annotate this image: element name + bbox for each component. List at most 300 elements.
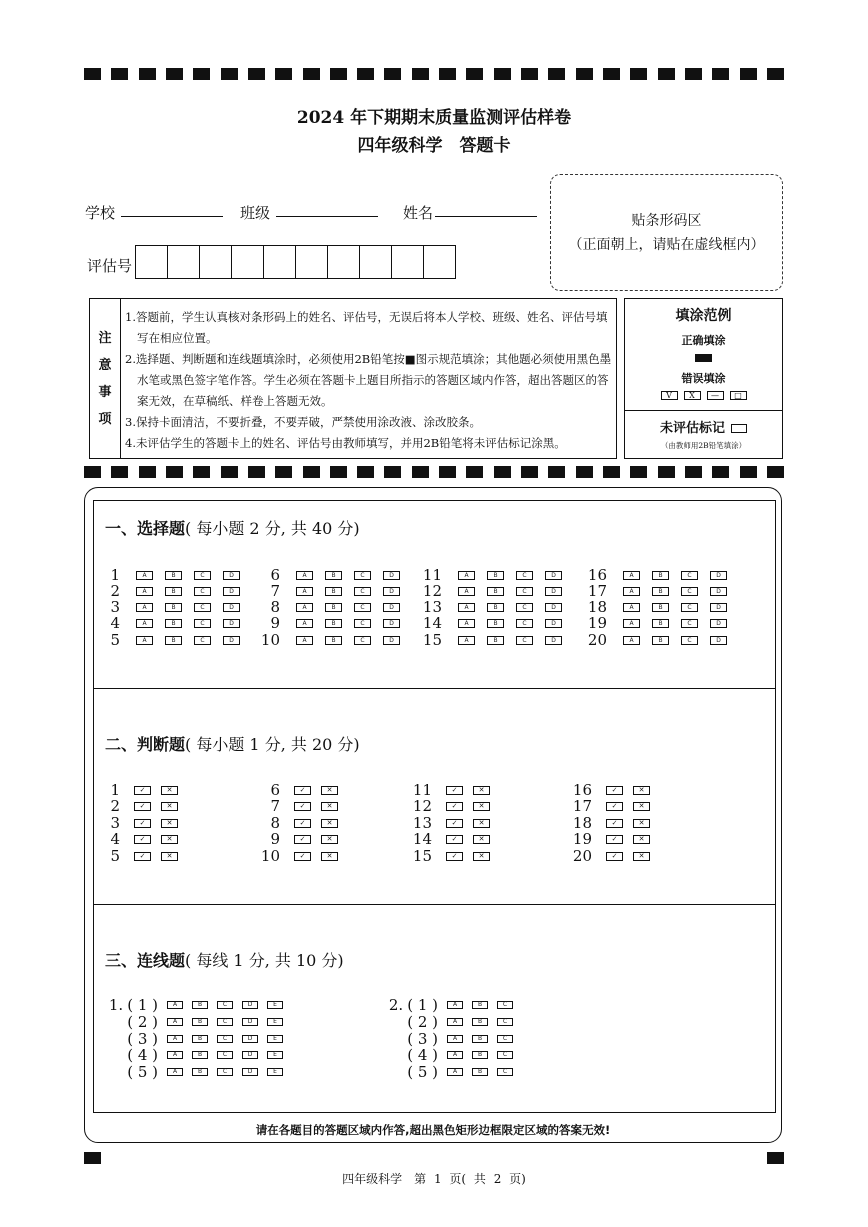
option-bubble-b[interactable]: B (325, 619, 342, 628)
match-question-row (378, 1064, 513, 1080)
wrong-fill-sample: V (661, 391, 678, 400)
match-bubble-b[interactable]: B (472, 1001, 488, 1009)
match-bubble-c[interactable]: C (217, 1051, 233, 1059)
option-bubble-c[interactable]: C (354, 587, 371, 596)
timing-mark (248, 466, 265, 478)
timing-mark (303, 68, 320, 80)
option-bubble-a[interactable]: A (136, 636, 153, 645)
question-number: 2 (110, 797, 120, 815)
option-bubble-c[interactable]: C (194, 587, 211, 596)
false-bubble[interactable]: ✕ (473, 835, 490, 844)
question-number: 14 (422, 614, 442, 632)
match-bubble-a[interactable]: A (447, 1001, 463, 1009)
match-bubble-b[interactable]: B (472, 1051, 488, 1059)
option-bubble-c[interactable]: C (354, 603, 371, 612)
match-row-label: ( 5 ) (407, 1063, 438, 1081)
question-number: 18 (572, 814, 592, 832)
false-bubble[interactable]: ✕ (633, 819, 650, 828)
match-bubble-a[interactable]: A (447, 1068, 463, 1076)
notice-side-label (90, 299, 121, 458)
timing-mark (193, 466, 210, 478)
option-bubble-a[interactable]: A (136, 587, 153, 596)
timing-mark (576, 68, 593, 80)
timing-mark (603, 466, 620, 478)
option-bubble-d[interactable]: D (710, 587, 727, 596)
true-bubble[interactable]: ✓ (446, 852, 463, 861)
match-row-label: ( 2 ) (127, 1013, 158, 1031)
false-bubble[interactable]: ✕ (633, 852, 650, 861)
match-bubble-b[interactable]: B (192, 1018, 208, 1026)
timing-mark (466, 466, 483, 478)
choice-question-row (258, 599, 400, 615)
match-bubble-b[interactable]: B (192, 1068, 208, 1076)
timing-mark (412, 466, 429, 478)
match-bubble-d[interactable]: D (242, 1001, 258, 1009)
timing-mark (357, 466, 374, 478)
option-bubble-c[interactable]: C (354, 619, 371, 628)
option-bubble-b[interactable]: B (325, 603, 342, 612)
match-bubble-b[interactable]: B (472, 1035, 488, 1043)
true-bubble[interactable]: ✓ (606, 786, 623, 795)
true-bubble[interactable]: ✓ (134, 852, 151, 861)
barcode-area (550, 174, 783, 291)
fill-example-title: 填涂范例 (675, 308, 732, 324)
match-bubble-a[interactable]: A (447, 1051, 463, 1059)
match-bubble-e[interactable]: E (267, 1051, 283, 1059)
true-bubble[interactable]: ✓ (606, 819, 623, 828)
true-bubble[interactable]: ✓ (294, 802, 311, 811)
option-bubble-b[interactable]: B (487, 619, 504, 628)
option-bubble-a[interactable]: A (136, 619, 153, 628)
false-bubble[interactable]: ✕ (321, 786, 338, 795)
timing-mark (275, 68, 292, 80)
question-number: 11 (412, 781, 432, 799)
eval-id-box[interactable] (199, 245, 232, 279)
school-field[interactable] (121, 216, 223, 217)
option-bubble-d[interactable]: D (223, 619, 240, 628)
false-bubble[interactable]: ✕ (161, 852, 178, 861)
match-section-title: 三、连线题( 每线 1 分, 共 10 分) (105, 951, 344, 970)
option-bubble-d[interactable]: D (710, 603, 727, 612)
match-bubble-c[interactable]: C (217, 1001, 233, 1009)
match-bubble-b[interactable]: B (192, 1035, 208, 1043)
question-number: 20 (572, 847, 592, 865)
match-bubble-d[interactable]: D (242, 1018, 258, 1026)
timing-mark (84, 466, 101, 478)
option-bubble-c[interactable]: C (516, 603, 533, 612)
option-bubble-c[interactable]: C (194, 603, 211, 612)
timing-mark (330, 68, 347, 80)
true-bubble[interactable]: ✓ (446, 786, 463, 795)
question-number: 19 (572, 830, 592, 848)
option-bubble-a[interactable]: A (458, 619, 475, 628)
match-bubble-a[interactable]: A (167, 1068, 183, 1076)
option-bubble-b[interactable]: B (325, 636, 342, 645)
match-bubble-a[interactable]: A (167, 1001, 183, 1009)
match-row-label: ( 4 ) (407, 1046, 438, 1064)
judge-question-row (410, 782, 490, 798)
option-bubble-a[interactable]: A (458, 603, 475, 612)
timing-mark (275, 466, 292, 478)
option-bubble-c[interactable]: C (516, 619, 533, 628)
section-divider (93, 904, 776, 905)
option-bubble-b[interactable]: B (165, 636, 182, 645)
eval-id-box[interactable] (295, 245, 328, 279)
match-question-row (378, 1047, 513, 1063)
judge-question-row (258, 782, 338, 798)
timing-mark (111, 68, 128, 80)
eval-id-boxes[interactable] (136, 245, 456, 279)
match-bubble-c[interactable]: C (497, 1035, 513, 1043)
match-bubble-b[interactable]: B (472, 1018, 488, 1026)
option-bubble-a[interactable]: A (296, 619, 313, 628)
question-number: 12 (412, 797, 432, 815)
true-bubble[interactable]: ✓ (134, 835, 151, 844)
false-bubble[interactable]: ✕ (161, 786, 178, 795)
exam-title: 2024 年下期期末质量监测评估样卷 (296, 108, 572, 128)
question-number: 3 (110, 814, 120, 832)
match-group-label: 1. (108, 996, 124, 1014)
option-bubble-a[interactable]: A (136, 571, 153, 580)
option-bubble-a[interactable]: A (458, 571, 475, 580)
match-bubble-a[interactable]: A (167, 1051, 183, 1059)
match-bubble-b[interactable]: B (192, 1051, 208, 1059)
timing-mark (658, 466, 675, 478)
question-number: 1 (110, 566, 120, 584)
option-bubble-d[interactable]: D (545, 571, 562, 580)
option-bubble-c[interactable]: C (681, 571, 698, 580)
question-number: 15 (422, 631, 442, 649)
option-bubble-b[interactable]: B (652, 603, 669, 612)
option-bubble-b[interactable]: B (487, 603, 504, 612)
match-bubble-e[interactable]: E (267, 1035, 283, 1043)
option-bubble-d[interactable]: D (545, 619, 562, 628)
section-divider (93, 688, 776, 689)
false-bubble[interactable]: ✕ (161, 819, 178, 828)
option-bubble-a[interactable]: A (623, 571, 640, 580)
option-bubble-d[interactable]: D (223, 587, 240, 596)
timing-mark (221, 68, 238, 80)
match-row-label: ( 2 ) (407, 1013, 438, 1031)
timing-mark (712, 466, 729, 478)
match-question-row (378, 997, 513, 1013)
true-bubble[interactable]: ✓ (134, 819, 151, 828)
timing-mark (193, 68, 210, 80)
timing-mark (384, 466, 401, 478)
eval-id-box[interactable] (423, 245, 456, 279)
choice-question-row (585, 567, 727, 583)
option-bubble-d[interactable]: D (545, 636, 562, 645)
question-number: 7 (270, 797, 280, 815)
wrong-fill-sample: X (684, 391, 701, 400)
true-bubble[interactable]: ✓ (134, 786, 151, 795)
match-bubble-b[interactable]: B (192, 1001, 208, 1009)
match-row-label: ( 1 ) (407, 996, 438, 1014)
true-bubble[interactable]: ✓ (446, 819, 463, 828)
option-bubble-a[interactable]: A (136, 603, 153, 612)
option-bubble-c[interactable]: C (681, 636, 698, 645)
match-question-row (98, 1014, 283, 1030)
notice-char: 项 (98, 411, 112, 427)
true-bubble[interactable]: ✓ (134, 802, 151, 811)
option-bubble-c[interactable]: C (681, 619, 698, 628)
choice-question-row (258, 615, 400, 631)
option-bubble-a[interactable]: A (458, 636, 475, 645)
option-bubble-d[interactable]: D (710, 571, 727, 580)
eval-id-box[interactable] (263, 245, 296, 279)
option-bubble-b[interactable]: B (652, 636, 669, 645)
option-bubble-a[interactable]: A (296, 603, 313, 612)
true-bubble[interactable]: ✓ (606, 852, 623, 861)
option-bubble-b[interactable]: B (165, 603, 182, 612)
timing-mark (357, 68, 374, 80)
class-field[interactable] (276, 216, 378, 217)
judge-question-row (570, 848, 650, 864)
choice-question-row (420, 567, 562, 583)
match-bubble-c[interactable]: C (497, 1068, 513, 1076)
timing-marks-top (84, 68, 784, 80)
option-bubble-b[interactable]: B (487, 587, 504, 596)
true-bubble[interactable]: ✓ (294, 786, 311, 795)
false-bubble[interactable]: ✕ (473, 852, 490, 861)
wrong-fill-sample: □ (730, 391, 747, 400)
eval-id-label: 评估号 (87, 257, 133, 275)
eval-id-box[interactable] (135, 245, 168, 279)
match-row-label: ( 3 ) (407, 1030, 438, 1048)
judge-question-row (410, 831, 490, 847)
judge-question-row (258, 815, 338, 831)
option-bubble-a[interactable]: A (623, 619, 640, 628)
question-number: 12 (422, 582, 442, 600)
option-bubble-b[interactable]: B (487, 636, 504, 645)
question-number: 13 (412, 814, 432, 832)
option-bubble-b[interactable]: B (165, 587, 182, 596)
timing-mark (712, 68, 729, 80)
unassessed-bubble[interactable] (731, 424, 747, 433)
false-bubble[interactable]: ✕ (633, 835, 650, 844)
page-number: 四年级科学 第 1 页( 共 2 页) (342, 1172, 526, 1186)
timing-mark (166, 466, 183, 478)
choice-question-row (98, 567, 240, 583)
option-bubble-a[interactable]: A (623, 636, 640, 645)
question-number: 8 (270, 598, 280, 616)
option-bubble-c[interactable]: C (681, 587, 698, 596)
choice-question-row (585, 599, 727, 615)
match-question-row (98, 1064, 283, 1080)
question-number: 18 (587, 598, 607, 616)
timing-mark (330, 466, 347, 478)
false-bubble[interactable]: ✕ (473, 786, 490, 795)
false-bubble[interactable]: ✕ (321, 852, 338, 861)
choice-question-row (98, 599, 240, 615)
match-bubble-c[interactable]: C (217, 1018, 233, 1026)
question-number: 6 (270, 781, 280, 799)
match-bubble-a[interactable]: A (167, 1018, 183, 1026)
option-bubble-d[interactable]: D (710, 619, 727, 628)
option-bubble-d[interactable]: D (383, 603, 400, 612)
question-number: 3 (110, 598, 120, 616)
match-bubble-a[interactable]: A (447, 1035, 463, 1043)
choice-question-row (585, 583, 727, 599)
option-bubble-b[interactable]: B (325, 571, 342, 580)
option-bubble-c[interactable]: C (194, 636, 211, 645)
match-bubble-a[interactable]: A (447, 1018, 463, 1026)
false-bubble[interactable]: ✕ (473, 802, 490, 811)
unassessed-mark[interactable] (625, 417, 782, 436)
timing-mark (248, 68, 265, 80)
choice-question-row (258, 583, 400, 599)
match-bubble-a[interactable]: A (167, 1035, 183, 1043)
option-bubble-b[interactable]: B (652, 571, 669, 580)
false-bubble[interactable]: ✕ (633, 786, 650, 795)
option-bubble-d[interactable]: D (545, 587, 562, 596)
judge-question-row (570, 815, 650, 831)
eval-id-box[interactable] (167, 245, 200, 279)
false-bubble[interactable]: ✕ (473, 819, 490, 828)
choice-question-row (420, 583, 562, 599)
option-bubble-d[interactable]: D (223, 603, 240, 612)
timing-mark (740, 68, 757, 80)
option-bubble-b[interactable]: B (652, 619, 669, 628)
match-bubble-c[interactable]: C (497, 1001, 513, 1009)
false-bubble[interactable]: ✕ (321, 819, 338, 828)
option-bubble-d[interactable]: D (383, 571, 400, 580)
eval-id-box[interactable] (231, 245, 264, 279)
question-number: 8 (270, 814, 280, 832)
question-number: 5 (110, 847, 120, 865)
true-bubble[interactable]: ✓ (294, 819, 311, 828)
true-bubble[interactable]: ✓ (294, 852, 311, 861)
false-bubble[interactable]: ✕ (321, 835, 338, 844)
match-question-row (378, 1031, 513, 1047)
timing-mark (494, 68, 511, 80)
option-bubble-d[interactable]: D (383, 619, 400, 628)
option-bubble-c[interactable]: C (354, 571, 371, 580)
true-bubble[interactable]: ✓ (446, 835, 463, 844)
eval-id-box[interactable] (327, 245, 360, 279)
false-bubble[interactable]: ✕ (321, 802, 338, 811)
timing-mark (412, 68, 429, 80)
question-number: 5 (110, 631, 120, 649)
notice-text (125, 307, 615, 454)
question-number: 1 (110, 781, 120, 799)
option-bubble-a[interactable]: A (623, 603, 640, 612)
match-bubble-e[interactable]: E (267, 1068, 283, 1076)
true-bubble[interactable]: ✓ (446, 802, 463, 811)
name-field[interactable] (435, 216, 537, 217)
option-bubble-d[interactable]: D (223, 571, 240, 580)
match-bubble-d[interactable]: D (242, 1035, 258, 1043)
match-question-row (98, 997, 283, 1013)
judge-question-row (570, 782, 650, 798)
option-bubble-c[interactable]: C (194, 571, 211, 580)
timing-mark (767, 68, 784, 80)
barcode-instruction: （正面朝上，请贴在虚线框内） (568, 237, 765, 253)
choice-question-row (420, 615, 562, 631)
option-bubble-a[interactable]: A (296, 571, 313, 580)
option-bubble-b[interactable]: B (487, 571, 504, 580)
timing-mark (630, 466, 647, 478)
option-bubble-b[interactable]: B (165, 619, 182, 628)
timing-mark (548, 68, 565, 80)
option-bubble-d[interactable]: D (383, 636, 400, 645)
choice-question-row (420, 599, 562, 615)
fill-example-box (624, 298, 783, 459)
option-bubble-a[interactable]: A (296, 636, 313, 645)
match-bubble-e[interactable]: E (267, 1001, 283, 1009)
option-bubble-c[interactable]: C (516, 587, 533, 596)
match-bubble-d[interactable]: D (242, 1051, 258, 1059)
option-bubble-a[interactable]: A (458, 587, 475, 596)
question-number: 20 (587, 631, 607, 649)
notice-box (89, 298, 617, 459)
match-bubble-c[interactable]: C (217, 1035, 233, 1043)
option-bubble-d[interactable]: D (710, 636, 727, 645)
option-bubble-a[interactable]: A (296, 587, 313, 596)
eval-id-box[interactable] (359, 245, 392, 279)
true-bubble[interactable]: ✓ (606, 802, 623, 811)
question-number: 19 (587, 614, 607, 632)
option-bubble-b[interactable]: B (165, 571, 182, 580)
match-bubble-e[interactable]: E (267, 1018, 283, 1026)
option-bubble-d[interactable]: D (545, 603, 562, 612)
match-bubble-d[interactable]: D (242, 1068, 258, 1076)
judge-question-row (410, 798, 490, 814)
notice-item: 2.选择题、判断题和连线题填涂时，必须使用2B铅笔按■图示规范填涂；其他题必须使用黑色墨水笔或黑色签字笔作答。学生必须在答题卡上题目所指示的答题区域内作答，超出答题区的答案无效，在草稿纸、样卷上答题无效。 (125, 352, 612, 408)
match-bubble-c[interactable]: C (217, 1068, 233, 1076)
true-bubble[interactable]: ✓ (294, 835, 311, 844)
question-number: 11 (422, 566, 442, 584)
option-bubble-c[interactable]: C (194, 619, 211, 628)
false-bubble[interactable]: ✕ (161, 802, 178, 811)
option-bubble-d[interactable]: D (223, 636, 240, 645)
timing-mark (111, 466, 128, 478)
school-label: 学校 (85, 204, 116, 222)
choice-question-row (585, 615, 727, 631)
choice-question-row (420, 632, 562, 648)
match-bubble-c[interactable]: C (497, 1018, 513, 1026)
timing-mark (221, 466, 238, 478)
timing-mark (685, 68, 702, 80)
judge-question-row (98, 798, 178, 814)
option-bubble-b[interactable]: B (652, 587, 669, 596)
question-number: 10 (260, 631, 280, 649)
correct-fill-sample (695, 354, 712, 362)
question-number: 17 (587, 582, 607, 600)
option-bubble-c[interactable]: C (516, 571, 533, 580)
option-bubble-b[interactable]: B (325, 587, 342, 596)
question-number: 15 (412, 847, 432, 865)
match-bubble-c[interactable]: C (497, 1051, 513, 1059)
question-number: 13 (422, 598, 442, 616)
option-bubble-c[interactable]: C (681, 603, 698, 612)
false-bubble[interactable]: ✕ (161, 835, 178, 844)
question-number: 9 (270, 614, 280, 632)
false-bubble[interactable]: ✕ (633, 802, 650, 811)
question-number: 10 (260, 847, 280, 865)
match-bubble-b[interactable]: B (472, 1068, 488, 1076)
option-bubble-a[interactable]: A (623, 587, 640, 596)
option-bubble-c[interactable]: C (516, 636, 533, 645)
question-number: 16 (572, 781, 592, 799)
true-bubble[interactable]: ✓ (606, 835, 623, 844)
question-number: 9 (270, 830, 280, 848)
eval-id-box[interactable] (391, 245, 424, 279)
judge-question-row (410, 848, 490, 864)
match-row-label: ( 3 ) (127, 1030, 158, 1048)
option-bubble-c[interactable]: C (354, 636, 371, 645)
option-bubble-d[interactable]: D (383, 587, 400, 596)
